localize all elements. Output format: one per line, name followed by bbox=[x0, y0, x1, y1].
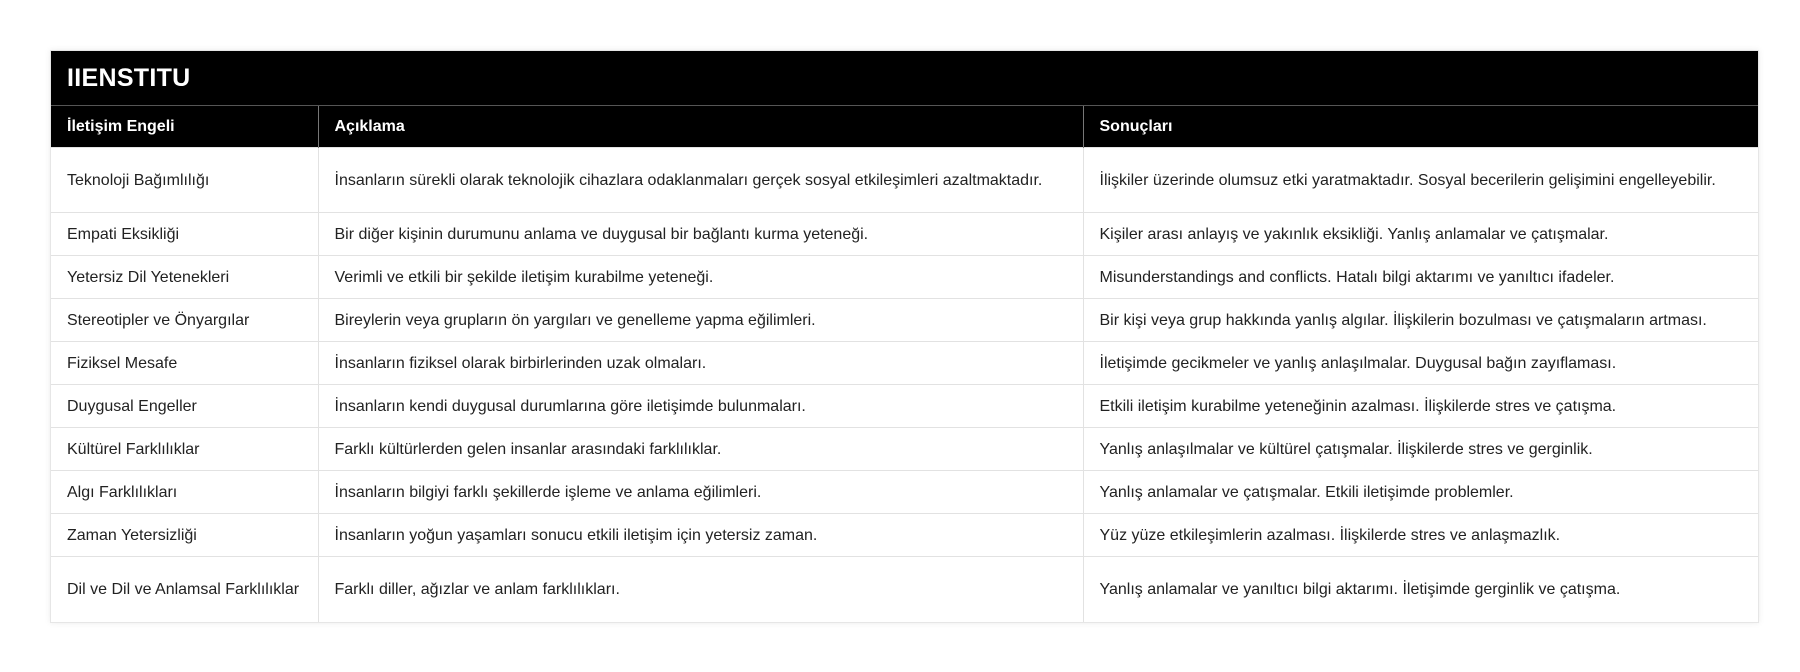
cell-consequences: Etkili iletişim kurabilme yeteneğinin azalması. İlişkilerde stres ve çatışma. bbox=[1083, 385, 1758, 428]
cell-consequences: Misunderstandings and conflicts. Hatalı bilgi aktarımı ve yanıltıcı ifadeler. bbox=[1083, 256, 1758, 299]
cell-description: Farklı kültürlerden gelen insanlar arasındaki farklılıklar. bbox=[318, 428, 1083, 471]
cell-description: İnsanların bilgiyi farklı şekillerde işleme ve anlama eğilimleri. bbox=[318, 471, 1083, 514]
column-header-barrier: İletişim Engeli bbox=[51, 106, 318, 148]
table-row bbox=[51, 385, 1758, 428]
cell-description: İnsanların kendi duygusal durumlarına göre iletişimde bulunmaları. bbox=[318, 385, 1083, 428]
cell-barrier: Algı Farklılıkları bbox=[51, 471, 318, 514]
cell-description: İnsanların fiziksel olarak birbirlerinden uzak olmaları. bbox=[318, 342, 1083, 385]
cell-consequences: Yüz yüze etkileşimlerin azalması. İlişkilerde stres ve anlaşmazlık. bbox=[1083, 514, 1758, 557]
cell-description: Bir diğer kişinin durumunu anlama ve duygusal bir bağlantı kurma yeteneği. bbox=[318, 213, 1083, 256]
cell-description: Bireylerin veya grupların ön yargıları ve genelleme yapma eğilimleri. bbox=[318, 299, 1083, 342]
cell-consequences: Kişiler arası anlayış ve yakınlık eksikliği. Yanlış anlamalar ve çatışmalar. bbox=[1083, 213, 1758, 256]
table-row bbox=[51, 428, 1758, 471]
table-row bbox=[51, 557, 1758, 622]
table-header-row bbox=[51, 106, 1758, 148]
cell-barrier: Zaman Yetersizliği bbox=[51, 514, 318, 557]
cell-barrier: Yetersiz Dil Yetenekleri bbox=[51, 256, 318, 299]
cell-consequences: Yanlış anlaşılmalar ve kültürel çatışmalar. İlişkilerde stres ve gerginlik. bbox=[1083, 428, 1758, 471]
brand-title: IIENSTITU bbox=[51, 51, 1758, 105]
table-row bbox=[51, 514, 1758, 557]
cell-barrier: Stereotipler ve Önyargılar bbox=[51, 299, 318, 342]
table-row bbox=[51, 256, 1758, 299]
cell-consequences: Yanlış anlamalar ve çatışmalar. Etkili iletişimde problemler. bbox=[1083, 471, 1758, 514]
cell-barrier: Teknoloji Bağımlılığı bbox=[51, 148, 318, 213]
cell-barrier: Fiziksel Mesafe bbox=[51, 342, 318, 385]
cell-description: Farklı diller, ağızlar ve anlam farklılıkları. bbox=[318, 557, 1083, 622]
table-row bbox=[51, 148, 1758, 213]
data-table bbox=[51, 105, 1758, 622]
cell-consequences: Bir kişi veya grup hakkında yanlış algılar. İlişkilerin bozulması ve çatışmaların artması. bbox=[1083, 299, 1758, 342]
table-row bbox=[51, 213, 1758, 256]
cell-consequences: Yanlış anlamalar ve yanıltıcı bilgi aktarımı. İletişimde gerginlik ve çatışma. bbox=[1083, 557, 1758, 622]
table-card bbox=[50, 50, 1759, 623]
table-row bbox=[51, 342, 1758, 385]
cell-description: Verimli ve etkili bir şekilde iletişim kurabilme yeteneği. bbox=[318, 256, 1083, 299]
cell-consequences: İlişkiler üzerinde olumsuz etki yaratmaktadır. Sosyal becerilerin gelişimini engelleyebilir. bbox=[1083, 148, 1758, 213]
table-row bbox=[51, 471, 1758, 514]
column-header-consequences: Sonuçları bbox=[1083, 106, 1758, 148]
cell-barrier: Kültürel Farklılıklar bbox=[51, 428, 318, 471]
cell-consequences: İletişimde gecikmeler ve yanlış anlaşılmalar. Duygusal bağın zayıflaması. bbox=[1083, 342, 1758, 385]
cell-barrier: Empati Eksikliği bbox=[51, 213, 318, 256]
cell-barrier: Duygusal Engeller bbox=[51, 385, 318, 428]
cell-description: İnsanların sürekli olarak teknolojik cihazlara odaklanmaları gerçek sosyal etkileşimleri azaltmaktadır. bbox=[318, 148, 1083, 213]
column-header-description: Açıklama bbox=[318, 106, 1083, 148]
cell-description: İnsanların yoğun yaşamları sonucu etkili iletişim için yetersiz zaman. bbox=[318, 514, 1083, 557]
cell-barrier: Dil ve Dil ve Anlamsal Farklılıklar bbox=[51, 557, 318, 622]
table-row bbox=[51, 299, 1758, 342]
